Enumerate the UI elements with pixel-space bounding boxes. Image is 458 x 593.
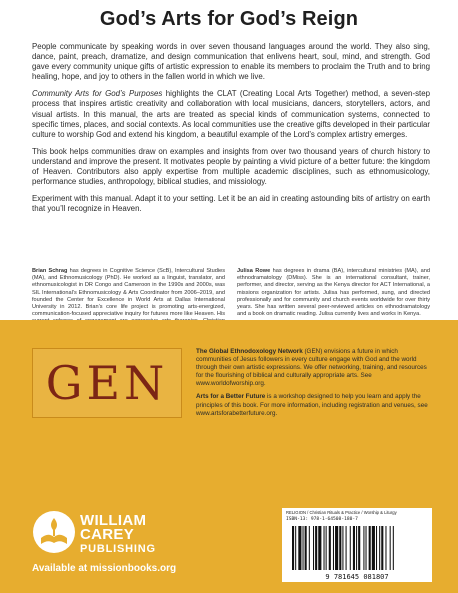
barcode-bar — [318, 526, 321, 570]
publisher-band — [0, 320, 458, 593]
isbn-label: ISBN-13: 978-1-64508-180-7 — [286, 517, 358, 522]
paragraph-4: Experiment with this manual. Adapt it to your setting. Let it be an aid in creating astounding bits of artistry on earth that you’ll recognize in Heaven. — [32, 194, 430, 214]
barcode-digits: 9 781645 081807 — [325, 573, 389, 581]
barcode-bar — [324, 526, 325, 570]
barcode-bar — [333, 526, 334, 570]
barcode-bar — [303, 526, 304, 570]
gen-logo — [32, 348, 182, 418]
barcode-bar — [379, 526, 380, 570]
gen-description — [196, 348, 432, 423]
barcode-bar — [390, 526, 391, 570]
gen-logo-text: GEN — [45, 356, 169, 410]
barcode-bar — [305, 526, 307, 570]
barcode-bar — [363, 526, 364, 570]
page-title: God’s Arts for God’s Reign — [99, 8, 359, 30]
barcode-bar — [376, 526, 377, 570]
barcode-bar — [342, 526, 343, 570]
barcode — [282, 524, 432, 582]
gen-paragraph-1: The Global Ethnodoxology Network (GEN) envisions a future in which communities of Jesus followers in every culture engage with God and the world through their own artistic expressions. We offer networking, training, and resources for the flourishing of biblical and culturally appropriate arts. See www.worldofworship.org. — [196, 348, 427, 388]
gen-paragraph-2: Arts for a Better Future is a workshop designed to help you learn and apply the principles of this book. For more information, including registration and venues, see www.artsforabetterfuture.org. — [196, 393, 428, 417]
gen-section — [32, 348, 432, 430]
barcode-bar — [295, 526, 296, 570]
paragraph-3: This book helps communities draw on examples and insights from over two thousand years of church history to understand and improve the present. It motivates people by painting a vivid picture of a better future: the kingdom of Heaven. Contributors also apply expertise from multiple academic disciplines, such as ethnomusicology, performance studies, anthropology, biblical studies, and missiology. — [32, 146, 430, 187]
barcode-box — [282, 508, 432, 582]
barcode-bar — [372, 526, 375, 570]
availability-text: Available at missionbooks.org — [32, 563, 177, 574]
barcode-bar — [292, 526, 294, 570]
barcode-bar — [315, 526, 317, 570]
barcode-bar — [358, 526, 360, 570]
barcode-bar — [313, 526, 314, 570]
barcode-bar — [339, 526, 341, 570]
publisher-logo-icon — [32, 510, 76, 554]
barcode-bar — [353, 526, 355, 570]
author-bio-text: has degrees in drama (BA), intercultural ministries (MA), and ethnodramatology (DMiss). She is an international consultant, trainer, performer, and director, serving as the Kenya director for ACT International, a missions organization for artists. Julisa has performed, sung, and directed professionally and for community and church events worldwide for over thirty years. She has written several peer-reviewed articles on ethnodramatology and a book on dramatic reading. Julisa currently lives and works in Kenya. — [237, 268, 430, 318]
book-category: RELIGION / Christian Rituals & Practice / Worship & Liturgy — [286, 510, 397, 515]
barcode-bar — [326, 526, 327, 570]
barcode-bar — [329, 526, 331, 570]
author-name: Brian Schrag — [32, 268, 68, 274]
barcode-bar — [356, 526, 357, 570]
publisher-logo-block — [32, 510, 192, 580]
publisher-name: WILLIAM CAREY PUBLISHING — [80, 512, 156, 555]
book-title-italic: Community Arts for God’s Purposes — [32, 89, 163, 99]
barcode-bar — [366, 526, 367, 570]
description-text — [32, 42, 430, 221]
barcode-bar — [393, 526, 394, 570]
paragraph-2 — [32, 89, 430, 139]
author-name: Julisa Rowe — [237, 268, 271, 274]
paragraph-2-text: highlights the CLAT (Creating Local Arts Together) method, a seven-step process that inspires artistic creativity and collaboration with local musicians, dancers, storytellers, actors, and visual artists. In this manual, the arts are treated as special kinds of communication systems, connected to specific times, places, and social contexts. As local communities use the creative gifts developed in their particular culture to worship God and extend his kingdom, a beautiful example of the Lord’s complex artistry emerges. — [32, 89, 430, 139]
barcode-bar — [369, 526, 371, 570]
barcode-bar — [298, 526, 301, 570]
author-bio-text: has degrees in Cognitive Science (ScB), Intercultural Studies (MA), and Ethnomusicology (PhD). He worked as a linguist, translator, and ethnomusicologist in DR Congo and Cameroon in the 1990s and 2000s, was SIL International’s Ethnomusicology & Arts Coordinator from 2006–2019, and founded the Center for Excellence in World Arts at Dallas International University in 2012. Brian’s core life project is promoting arts-energized, communication-focused appreciative inquiry for futures more like Heaven. His — [32, 268, 225, 318]
paragraph-1: People communicate by speaking words in over seven thousand languages around the world. They also sing, dance, paint, preach, dramatize, and design communication that enlivens heart, soul, mind, and strength. God gave every community unique gifts of artistic expression to enable its members to proclaim the Truth and to bring healing, hope, and joy to others in the fallen world in which we live. — [32, 42, 430, 82]
barcode-bar — [381, 526, 383, 570]
barcode-bar — [350, 526, 351, 570]
barcode-bar — [346, 526, 347, 570]
barcode-bar — [385, 526, 386, 570]
barcode-bar — [335, 526, 338, 570]
barcode-bar — [309, 526, 310, 570]
